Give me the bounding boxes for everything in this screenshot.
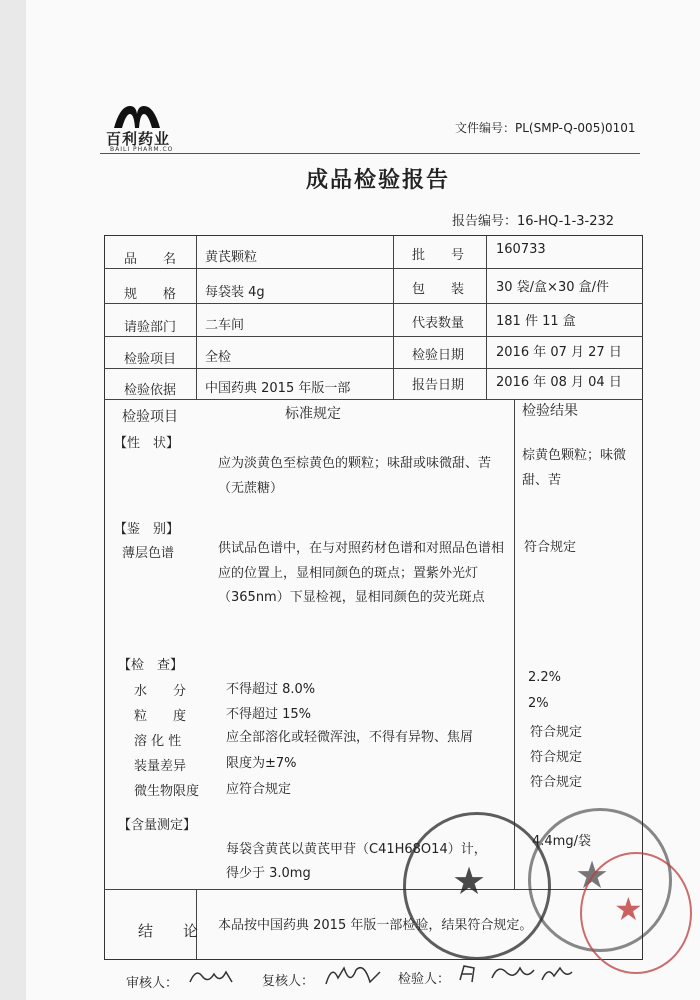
assay-standard-line1: 每袋含黄芪以黄芪甲苷（C41H68O14）计， [226, 842, 487, 857]
test-basis-value: 中国药典 2015 年版一部 [205, 381, 351, 396]
row-divider [104, 268, 643, 269]
identification-result: 符合规定 [524, 540, 577, 555]
assay-result: 4.4mg/袋 [532, 834, 591, 849]
company-logo-icon [112, 104, 162, 128]
reviewer-signature [186, 962, 236, 992]
test-date-label: 检验日期 [412, 348, 465, 363]
check-standard: 不得超过 8.0% [226, 682, 316, 697]
check-name: 粒 度 [134, 709, 187, 724]
qty-label: 代表数量 [412, 316, 465, 331]
check-standard: 不得超过 15% [226, 707, 312, 722]
identification-section-header: 【鉴 别】 [114, 522, 180, 537]
spec-value: 每袋装 4g [205, 285, 265, 300]
checks-section-header: 【检 查】 [118, 658, 184, 673]
seal-star-icon: ★ [575, 853, 610, 897]
identification-standard: 供试品色谱中，在与对照药材色谱和对照品色谱相应的位置上，显相同颜色的斑点；置紫外光灯（365nm）下显检视，显相同颜色的荧光斑点 [218, 541, 505, 605]
check-name: 微生物限度 [134, 784, 200, 799]
col-header-item: 检验项目 [122, 409, 178, 425]
check-result: 符合规定 [530, 750, 583, 765]
test-date-value: 2016 年 07 月 27 日 [496, 345, 622, 360]
row-divider [104, 303, 643, 304]
test-item-value: 全检 [205, 350, 232, 365]
page-title: 成品检验报告 [306, 168, 451, 193]
inspector-label: 检验人： [398, 972, 451, 987]
row-divider [104, 368, 643, 369]
product-name-value: 黄芪颗粒 [205, 250, 258, 265]
checker-label: 复核人： [262, 974, 315, 989]
file-number: 文件编号：PL(SMP-Q-005)0101 [455, 121, 636, 135]
red-seal-stamp [580, 852, 692, 974]
check-name: 水 分 [134, 684, 187, 699]
checker-signature [322, 960, 386, 994]
check-standard: 限度为±7% [226, 756, 297, 771]
identification-name: 薄层色谱 [122, 546, 175, 561]
pack-value: 30 袋/盒×30 盒/件 [496, 280, 610, 295]
inspector-signatures [456, 958, 576, 992]
assay-section-header: 【含量测定】 [118, 818, 197, 833]
logo-en-text: BAILI PHARM.CO [110, 146, 174, 153]
character-result: 棕黄色颗粒；味微甜、苦 [522, 448, 627, 488]
col-divider [196, 236, 197, 399]
check-result: 符合规定 [530, 775, 583, 790]
check-result: 2% [528, 696, 549, 711]
assay-standard-line2: 得少于 3.0mg [226, 866, 311, 881]
test-basis-label: 检验依据 [124, 383, 177, 398]
result-col-divider [514, 399, 515, 889]
seal-star-icon: ★ [614, 890, 643, 928]
test-item-label: 检验项目 [124, 352, 177, 367]
col-divider [486, 236, 487, 399]
col-header-standard: 标准规定 [285, 406, 341, 422]
header-divider [100, 153, 640, 154]
reviewer-label: 审核人： [126, 976, 179, 991]
qty-value: 181 件 11 盒 [496, 314, 576, 329]
character-section-header: 【性 状】 [114, 436, 180, 451]
product-name-label: 品 名 [124, 252, 177, 267]
dept-label: 请验部门 [124, 320, 177, 335]
logo-cn-text: 百利药业 [106, 130, 171, 148]
conclusion-text: 本品按中国药典 2015 年版一部检验，结果符合规定。 [218, 918, 533, 933]
check-result: 符合规定 [530, 725, 583, 740]
check-name: 装量差异 [134, 759, 187, 774]
check-standard: 应符合规定 [226, 782, 292, 797]
batch-label: 批 号 [412, 248, 465, 263]
conclusion-label: 结 论 [138, 922, 199, 940]
dept-value: 二车间 [205, 318, 245, 333]
spec-label: 规 格 [124, 287, 177, 302]
check-name: 溶 化 性 [134, 734, 182, 749]
check-standard: 应全部溶化或轻微浑浊，不得有异物、焦屑 [226, 730, 474, 745]
col-header-result: 检验结果 [522, 403, 578, 419]
character-standard: 应为淡黄色至棕黄色的颗粒；味甜或味微甜、苦（无蔗糖） [218, 456, 492, 496]
report-date-label: 报告日期 [412, 378, 465, 393]
report-date-value: 2016 年 08 月 04 日 [496, 375, 622, 390]
batch-value: 160733 [496, 242, 546, 257]
col-divider [393, 236, 394, 399]
check-result: 2.2% [528, 670, 562, 685]
report-number: 报告编号：16-HQ-1-3-232 [452, 214, 615, 229]
pack-label: 包 装 [412, 282, 465, 297]
row-divider [104, 336, 643, 337]
seal-star-icon: ★ [452, 859, 487, 903]
